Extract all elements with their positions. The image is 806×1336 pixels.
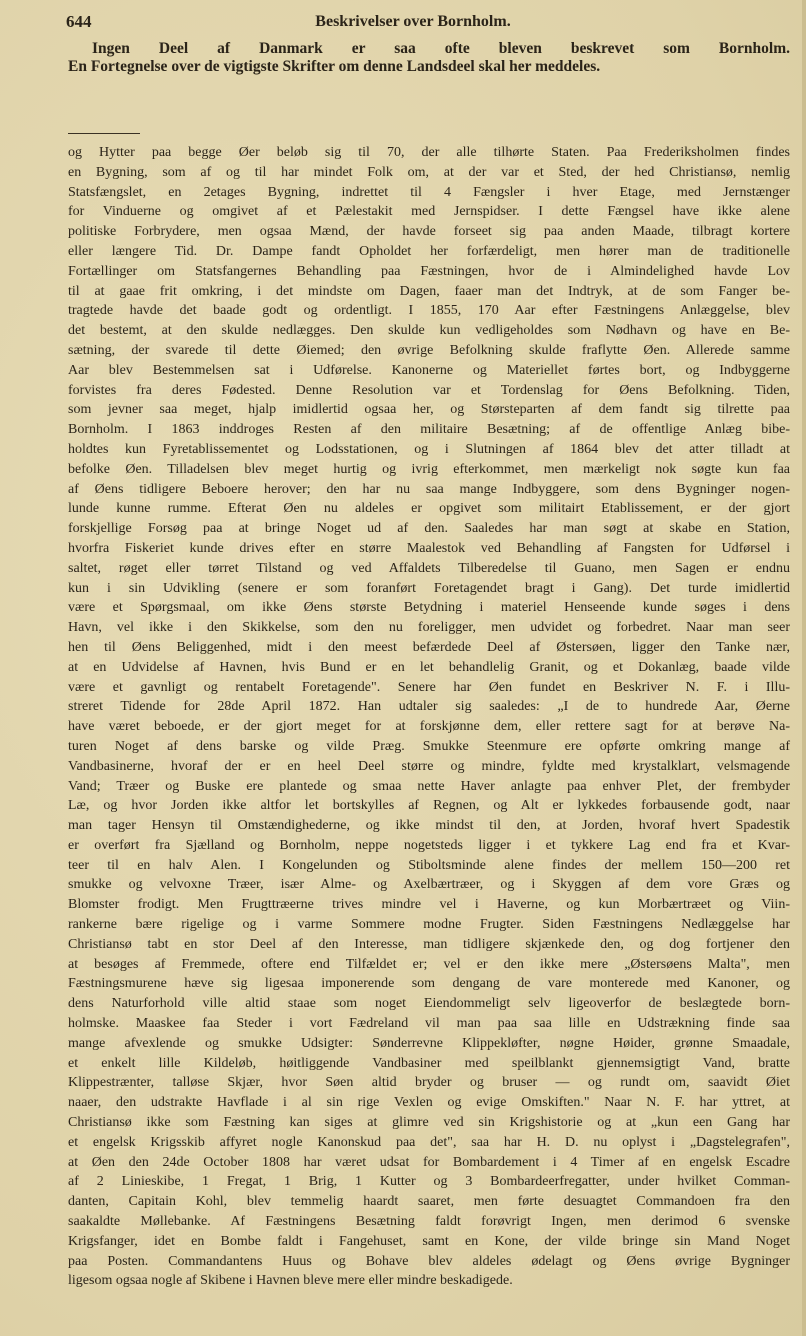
text-line: sætning, der svarede til dette Øiemed; den øvrige Befolkning skulde fraflytte Øen. Allerede samme <box>68 342 790 358</box>
text-line: Fæstningsmurene hæve sig ligesaa imponerende som dengang de vare monterede med Kanoner, og <box>68 976 790 992</box>
text-line: at besøges af Fremmede, oftere end Tilfældet er; vel er den ikke mere „Østersøens Malta", men <box>68 956 790 972</box>
text-line: at en Udvidelse af Havnen, hvis Bund er en let behandlelig Granit, og et Dokanlæg, baade vilde <box>68 659 790 675</box>
text-line: kun i sin Udvikling (senere er som foranført Foretagendet bragt i Gang). Det turde imidlertid <box>68 580 790 596</box>
text-line: holmske. Maaskee faa Steder i vort Fædreland vil man paa saa lille en Udstrækning finde saa <box>68 1016 790 1032</box>
text-line: forvistes fra deres Fødested. Denne Resolution var et Tordenslag for Øens Befolkning. Tiden, <box>68 382 790 398</box>
text-line: befolke Øen. Tilladelsen blev meget hurtig og ivrig efterkommet, men mærkeligt nok søgte kun faa <box>68 461 790 477</box>
text-line: er overført fra Sjælland og Bornholm, neppe nogetsteds ligger i et tykkere Lag end fra et Kvar- <box>68 837 790 853</box>
text-line: Statsfængslet, en 2etages Bygning, indrettet til 4 Fængsler i hver Etage, med Jernstænger <box>68 184 790 200</box>
text-line: ligesom ogsaa nogle af Skibene i Havnen bleve mere eller mindre beskadigede. <box>68 1273 513 1289</box>
page-edge <box>802 0 806 1336</box>
text-line: eller længere Tid. Dr. Dampe fandt Opholdet her forfærdeligt, men hører man de traditionelle <box>68 243 790 259</box>
text-line: rankerne bære rigelige og i varme Sommere modne Frugter. Siden Fæstningens Nedlæggelse har <box>68 917 790 933</box>
text-line: danten, Capitain Kohl, blev temmelig haardt saaret, men førte desuagtet Commandoen fra den <box>68 1194 790 1210</box>
text-line: hen til Øens Beliggenhed, midt i den meest befærdede Deel af Østersøen, ligger den Tanke nær, <box>68 639 790 655</box>
text-line: et enkelt lille Kildeløb, høitliggende Vandbasiner med speilblankt gjennemsigtigt Vand, bratte <box>68 1055 790 1071</box>
text-line: streret Tidende for 28de April 1872. Han udtaler sig saaledes: „I de to hundrede Aar, Øerne <box>68 699 790 715</box>
text-line: man tager Hensyn til Omstændighederne, og ikke mindst til den, at Jorden, hvoraf hvert Spadestik <box>68 818 790 834</box>
page-number: 644 <box>66 12 92 31</box>
text-line: Bornholm. I 1863 inddroges Resten af den militaire Besætning; af de offentlige Anlæg bibe- <box>68 422 790 438</box>
intro-paragraph <box>68 40 790 76</box>
text-line: teer til en halv Alen. I Kongelunden og Stiboltsminde alene findes der mellem 150—200 ret <box>68 857 790 873</box>
text-line: naaer, den udstrakte Havflade i al sin rige Vexlen og evige Omskiften." Naar N. F. har yttret, at <box>68 1095 790 1111</box>
text-line: Klippestrænter, talløse Skjær, hvor Søen altid bryder og bruser — og rundt om, saavidt Øiet <box>68 1075 790 1091</box>
text-line: være et Spørgsmaal, om ikke Øens største Betydning i materiel Henseende kunde søges i dens <box>68 600 790 616</box>
text-line: til at gaae frit omkring, i det mindste om Dagen, faaer man det Indtryk, at de som Fanger be- <box>68 283 790 299</box>
text-line: en Bygning, som af og til har mindet Folk om, at der var et Sted, der hed Christiansø, nemlig <box>68 164 790 180</box>
text-line: hvorfra Fiskeriet kunde drives efter en større Maalestok ved Behandling af Fangsten for Udførsel i <box>68 540 790 556</box>
text-line: paa Posten. Commandantens Huus og Bohave blev aldeles ødelagt og Øens øvrige Bygninger <box>68 1253 790 1269</box>
text-line: det bestemt, at den skulde nedlægges. Den skulde kun vedligeholdes som Nødhavn og have en Be- <box>68 323 790 339</box>
text-line: af 2 Linieskibe, 1 Fregat, 1 Brig, 1 Kutter og 3 Bombardeerfregatter, under hvilket Comman- <box>68 1174 790 1190</box>
text-line: turen Noget af dens barske og vilde Præg. Smukke Steenmure ere opførte omkring mange af <box>68 738 790 754</box>
text-line: Vandbasinerne, hvoraf der er en heel Deel større og mindre, fyldte med krystalklart, velsmagende <box>68 758 790 774</box>
running-title: Beskrivelser over Bornholm. <box>315 13 511 30</box>
text-line: og Hytter paa begge Øer beløb sig til 70, der alle tilhørte Staten. Paa Frederiksholmen findes <box>68 145 790 160</box>
text-line: Læ, og hvor Jorden ikke altfor let bortskylles af Regnen, og Alt er lykkedes forbausende godt, naar <box>68 798 790 814</box>
text-line: Christiansø tabt en stor Deel af den Interesse, man tidligere skjænkede den, og dog fortjener den <box>68 936 790 952</box>
text-line: smukke og velvoxne Træer, især Alme- og Axelbærtræer, og i Skyggen af dem vore Græs og <box>68 877 790 893</box>
text-line: have været beboede, er der gjort meget for at forskjønne dem, eller rettere sagt for at berøve Na- <box>68 719 790 735</box>
text-line: saltet, røget eller tørret Tilstand og ved Affaldets Tilberedelse til Guano, men Sagen er endnu <box>68 560 790 576</box>
text-line: være et gavnligt og rentabelt Foretagende". Senere har Øen fundet en Beskriver N. F. i Illu- <box>68 679 790 695</box>
text-line: forskjellige Forsøg paa at bringe Noget ud af den. Saaledes har man søgt at skabe en Station, <box>68 521 790 537</box>
intro-line: Ingen Deel af Danmark er saa ofte bleven beskrevet som Bornholm. <box>92 40 790 57</box>
text-line: lunde kunne rumme. Efterat Øen nu aldeles er opgivet som militairt Etablissement, er der gjort <box>68 501 790 517</box>
text-line: dens Naturforhold ville altid staae som noget Eiendommeligt selv ligeoverfor de beslægtede born- <box>68 996 790 1012</box>
body-text <box>68 143 790 1291</box>
text-line: Havn, vel ikke i den Skikkelse, som den nu foreligger, men udvidet og forbedret. Naar man seer <box>68 620 790 636</box>
text-line: Blomster frodigt. Men Frugttræerne trives mindre vel i Haverne, og kun Morbærtræet og Viin- <box>68 897 790 913</box>
text-line: saakaldte Møllebanke. Af Fæstningens Besætning faldt forøvrigt Ingen, men derimod 6 svenske <box>68 1214 790 1230</box>
text-line: som jevner saa meget, hjalp imidlertid ogsaa her, og Størsteparten af dem fandt sig tilrette paa <box>68 402 790 418</box>
text-line: Fortællinger om Statsfangernes Behandling paa Fæstningen, hvor de i Almindelighed havde Lov <box>68 263 790 279</box>
intro-line: En Fortegnelse over de vigtigste Skrifter om denne Landsdeel skal her meddeles. <box>68 58 601 75</box>
text-line: for Vinduerne og omgivet af et Pælestakit med Jernspidser. I dette Fængsel have ikke alene <box>68 204 790 220</box>
text-line: et engelsk Krigsskib affyret nogle Kanonskud paa det", saa har H. D. nu oplyst i „Dagstelegrafen", <box>68 1134 790 1150</box>
text-line: politiske Forbrydere, men ogsaa Mænd, der havde forseet sig paa anden Maade, tilbragt kortere <box>68 224 790 240</box>
text-line: holdtes kun Fyretablissementet og Lodsstationen, og i Slutningen af 1864 blev det atter tilladt at <box>68 441 790 457</box>
text-line: tragtede havde det baade godt og ordentligt. I 1855, 170 Aar efter Fæstningens Anlæggelse, blev <box>68 303 790 319</box>
text-line: mange afvexlende og smukke Udsigter: Sønderrevne Klippekløfter, nøgne Høider, grønne Smaadale, <box>68 1035 790 1051</box>
section-rule <box>68 133 140 134</box>
text-line: Aar blev Bestemmelsen sat i Udførelse. Kanonerne og Materiellet førtes bort, og Indbyggerne <box>68 362 790 378</box>
text-line: at Øen den 24de October 1808 har været udsat for Bombardement i 4 Timer af en engelsk Escadre <box>68 1154 790 1170</box>
text-line: Christiansø ikke som Fæstning kan siges at glimre ved sin Krigshistorie og at „kun een Gang har <box>68 1115 790 1131</box>
text-line: Vand; Træer og Buske ere plantede og smaa nette Haver anlagte paa enhver Plet, der frembyder <box>68 778 790 794</box>
text-line: Krigsfanger, idet en Bombe faldt i Fangehuset, samt en Kone, der vilde bringe sin Mand Noget <box>68 1233 790 1249</box>
text-line: af Øens tidligere Beboere herover; den har nu saa mange Indbyggere, som dens Bygninger nogen- <box>68 481 790 497</box>
